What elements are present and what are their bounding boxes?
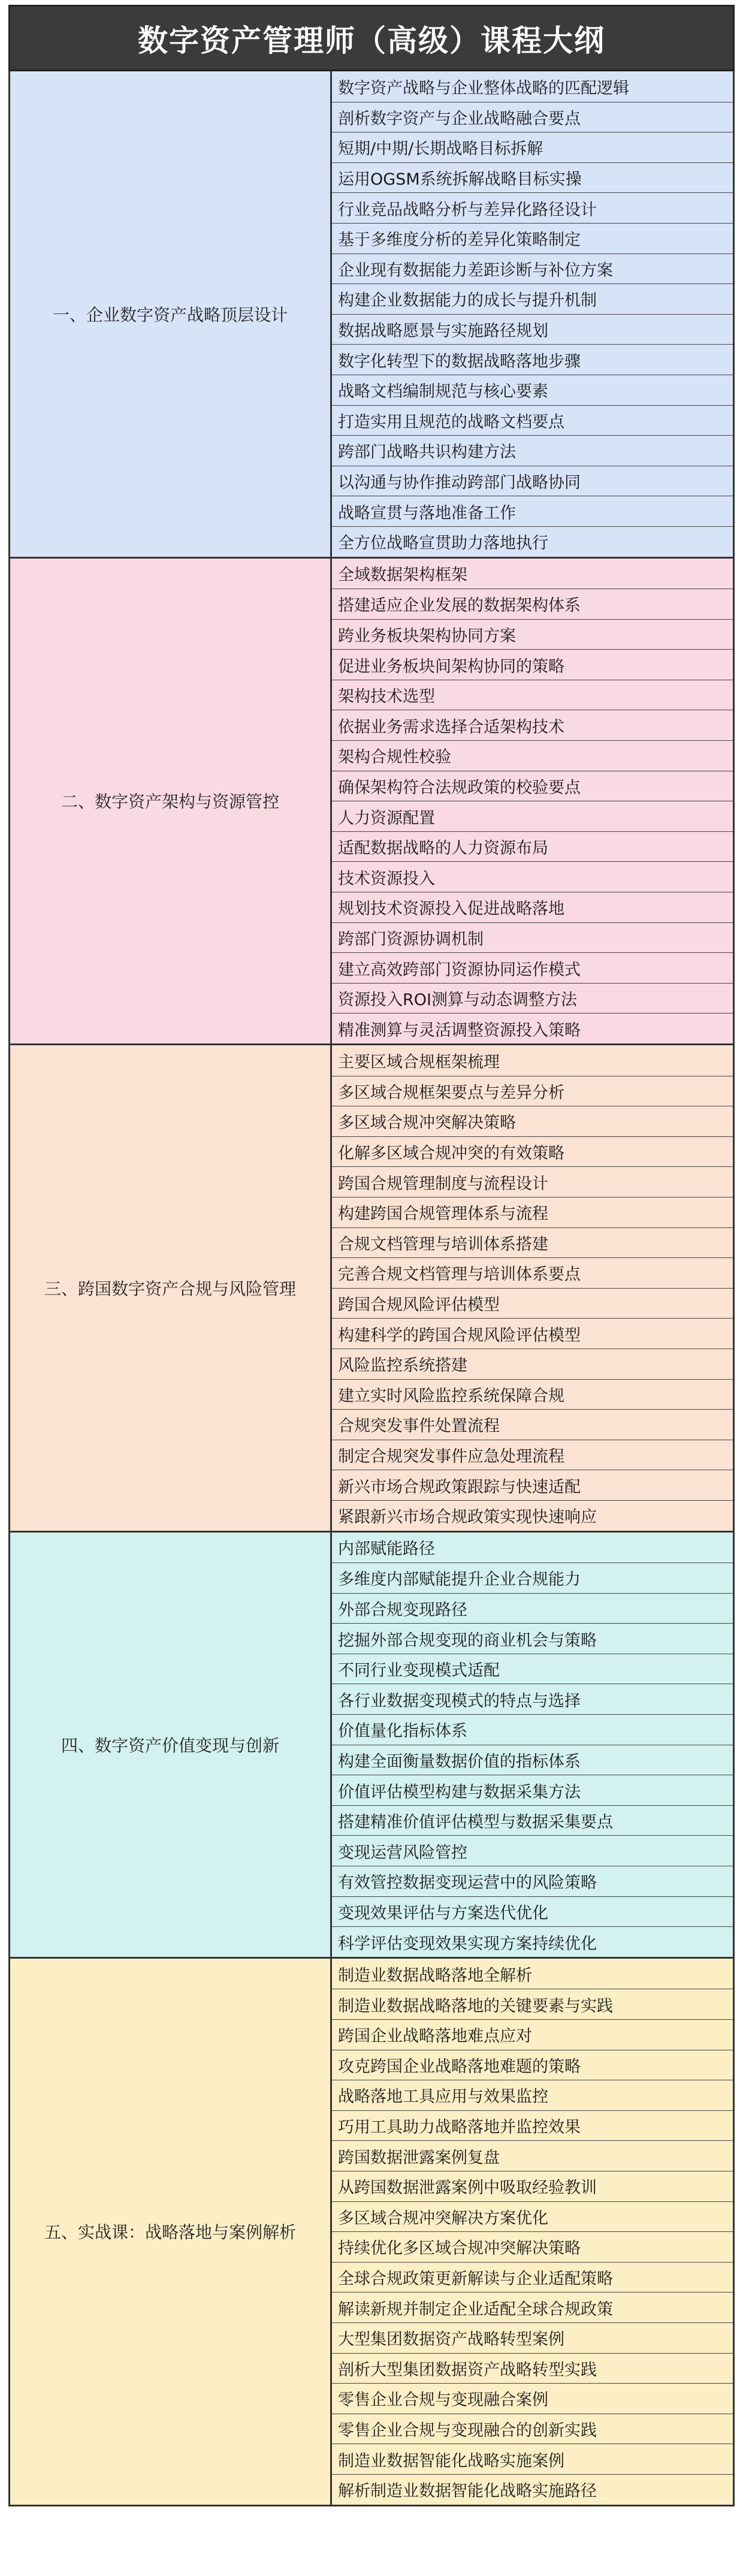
outline-item: 变现效果评估与方案迭代优化 bbox=[332, 1896, 733, 1927]
outline-item: 巧用工具助力战略落地并监控效果 bbox=[332, 2110, 733, 2141]
outline-item: 企业现有数据能力差距诊断与补位方案 bbox=[332, 254, 733, 284]
section-2 bbox=[10, 557, 733, 1044]
outline-item: 外部合规变现路径 bbox=[332, 1593, 733, 1624]
section-label: 二、数字资产架构与资源管控 bbox=[10, 559, 332, 1044]
outline-item: 跨国合规管理制度与流程设计 bbox=[332, 1166, 733, 1197]
outline-item: 从跨国数据泄露案例中吸取经验教训 bbox=[332, 2171, 733, 2201]
outline-item: 化解多区域合规冲突的有效策略 bbox=[332, 1136, 733, 1167]
outline-item: 依据业务需求选择合适架构技术 bbox=[332, 710, 733, 740]
outline-item: 短期/中期/长期战略目标拆解 bbox=[332, 132, 733, 162]
outline-item: 战略文档编制规范与核心要素 bbox=[332, 375, 733, 405]
outline-item: 架构技术选型 bbox=[332, 680, 733, 710]
outline-item: 数字资产战略与企业整体战略的匹配逻辑 bbox=[338, 79, 629, 98]
outline-item: 确保架构符合法规政策的校验要点 bbox=[332, 771, 733, 801]
outline-item: 多区域合规框架要点与差异分析 bbox=[332, 1076, 733, 1106]
outline-item: 价值评估模型构建与数据采集方法 bbox=[332, 1775, 733, 1805]
outline-item: 构建企业数据能力的成长与提升机制 bbox=[332, 283, 733, 314]
outline-item: 技术资源投入 bbox=[332, 861, 733, 892]
outline-item: 合规文档管理与培训体系搭建 bbox=[332, 1227, 733, 1258]
outline-item: 规划技术资源投入促进战略落地 bbox=[332, 892, 733, 922]
outline-item: 解读新规并制定企业适配全球合规政策 bbox=[332, 2292, 733, 2322]
outline-item: 跨部门资源协调机制 bbox=[332, 922, 733, 953]
outline-item: 多区域合规冲突解决策略 bbox=[332, 1106, 733, 1136]
outline-item: 制造业数据战略落地全解析 bbox=[338, 1966, 532, 1985]
outline-item: 剖析数字资产与企业战略融合要点 bbox=[332, 102, 733, 132]
outline-item: 变现运营风险管控 bbox=[332, 1835, 733, 1866]
outline-item: 内部赋能路径 bbox=[338, 1540, 435, 1559]
section-items bbox=[332, 1533, 733, 1957]
section-items bbox=[332, 1959, 733, 2505]
outline-item: 打造实用且规范的战略文档要点 bbox=[332, 405, 733, 436]
outline-item: 构建全面衡量数据价值的指标体系 bbox=[332, 1745, 733, 1775]
page-title: 数字资产管理师（高级）课程大纲 bbox=[8, 5, 735, 71]
outline-item: 构建跨国合规管理体系与流程 bbox=[332, 1197, 733, 1227]
outline-item: 合规突发事件处置流程 bbox=[332, 1409, 733, 1440]
outline-item: 完善合规文档管理与培训体系要点 bbox=[332, 1257, 733, 1288]
outline-item: 紧跟新兴市场合规政策实现快速响应 bbox=[332, 1500, 733, 1531]
outline-item: 运用OGSM系统拆解战略目标实操 bbox=[332, 162, 733, 193]
outline-item: 搭建适应企业发展的数据架构体系 bbox=[332, 589, 733, 619]
section-1 bbox=[10, 71, 733, 557]
section-items bbox=[332, 559, 733, 1044]
outline-item: 制造业数据智能化战略实施案例 bbox=[332, 2444, 733, 2474]
outline-item: 搭建精准价值评估模型与数据采集要点 bbox=[332, 1805, 733, 1836]
outline-item: 人力资源配置 bbox=[332, 801, 733, 831]
outline-item: 精准测算与灵活调整资源投入策略 bbox=[332, 1013, 733, 1043]
outline-item: 科学评估变现效果实现方案持续优化 bbox=[332, 1926, 733, 1957]
outline-item: 有效管控数据变现运营中的风险策略 bbox=[332, 1866, 733, 1896]
outline-item: 全球合规政策更新解读与企业适配策略 bbox=[332, 2262, 733, 2293]
section-label: 一、企业数字资产战略顶层设计 bbox=[10, 71, 332, 557]
outline-item: 跨国数据泄露案例复盘 bbox=[332, 2140, 733, 2171]
outline-item: 多维度内部赋能提升企业合规能力 bbox=[332, 1563, 733, 1593]
outline-item: 制定合规突发事件应急处理流程 bbox=[332, 1440, 733, 1470]
outline-item: 多区域合规冲突解决方案优化 bbox=[332, 2201, 733, 2232]
outline-item: 零售企业合规与变现融合的创新实践 bbox=[332, 2414, 733, 2444]
section-4 bbox=[10, 1531, 733, 1957]
outline-item: 各行业数据变现模式的特点与选择 bbox=[332, 1684, 733, 1714]
outline-item: 架构合规性校验 bbox=[332, 740, 733, 771]
outline-item: 攻克跨国企业战略落地难题的策略 bbox=[332, 2050, 733, 2080]
outline-item: 建立高效跨部门资源协同运作模式 bbox=[332, 952, 733, 983]
outline-item: 不同行业变现模式适配 bbox=[332, 1654, 733, 1684]
outline-item: 解析制造业数据智能化战略实施路径 bbox=[332, 2474, 733, 2505]
outline-item: 制造业数据战略落地的关键要素与实践 bbox=[332, 1989, 733, 2019]
section-label: 三、跨国数字资产合规与风险管理 bbox=[10, 1045, 332, 1531]
outline-item: 战略宣贯与落地准备工作 bbox=[332, 496, 733, 526]
section-items bbox=[332, 71, 733, 557]
outline-item: 跨国合规风险评估模型 bbox=[332, 1288, 733, 1319]
outline-item: 资源投入ROI测算与动态调整方法 bbox=[332, 983, 733, 1013]
outline-item: 适配数据战略的人力资源布局 bbox=[332, 831, 733, 862]
outline-item: 风险监控系统搭建 bbox=[332, 1349, 733, 1379]
outline-item: 跨国企业战略落地难点应对 bbox=[332, 2019, 733, 2050]
outline-item: 建立实时风险监控系统保障合规 bbox=[332, 1379, 733, 1410]
outline-item: 数字化转型下的数据战略落地步骤 bbox=[332, 344, 733, 375]
section-label: 五、实战课：战略落地与案例解析 bbox=[10, 1959, 332, 2505]
section-5 bbox=[10, 1957, 733, 2505]
outline-item: 全域数据架构框架 bbox=[338, 566, 467, 585]
section-items bbox=[332, 1045, 733, 1531]
outline-item: 主要区域合规框架梳理 bbox=[338, 1052, 500, 1072]
outline-item: 跨业务板块架构协同方案 bbox=[332, 619, 733, 650]
outline-item: 剖析大型集团数据资产战略转型实践 bbox=[332, 2353, 733, 2384]
outline-item: 行业竞品战略分析与差异化路径设计 bbox=[332, 192, 733, 223]
outline-item: 促进业务板块间架构协同的策略 bbox=[332, 649, 733, 680]
outline-item: 以沟通与协作推动跨部门战略协同 bbox=[332, 466, 733, 496]
outline-item: 基于多维度分析的差异化策略制定 bbox=[332, 223, 733, 254]
outline-item: 零售企业合规与变现融合案例 bbox=[332, 2383, 733, 2414]
outline-item: 持续优化多区域合规冲突解决策略 bbox=[332, 2231, 733, 2262]
section-label: 四、数字资产价值变现与创新 bbox=[10, 1533, 332, 1957]
section-3 bbox=[10, 1043, 733, 1531]
outline-item: 全方位战略宣贯助力落地执行 bbox=[332, 526, 733, 557]
outline-item: 价值量化指标体系 bbox=[332, 1714, 733, 1745]
outline-table bbox=[8, 71, 735, 2506]
outline-item: 新兴市场合规政策跟踪与快速适配 bbox=[332, 1470, 733, 1500]
outline-item: 战略落地工具应用与效果监控 bbox=[332, 2080, 733, 2110]
outline-item: 构建科学的跨国合规风险评估模型 bbox=[332, 1318, 733, 1349]
outline-item: 大型集团数据资产战略转型案例 bbox=[332, 2322, 733, 2353]
outline-item: 挖掘外部合规变现的商业机会与策略 bbox=[332, 1623, 733, 1654]
outline-item: 跨部门战略共识构建方法 bbox=[332, 435, 733, 466]
outline-item: 数据战略愿景与实施路径规划 bbox=[332, 314, 733, 345]
